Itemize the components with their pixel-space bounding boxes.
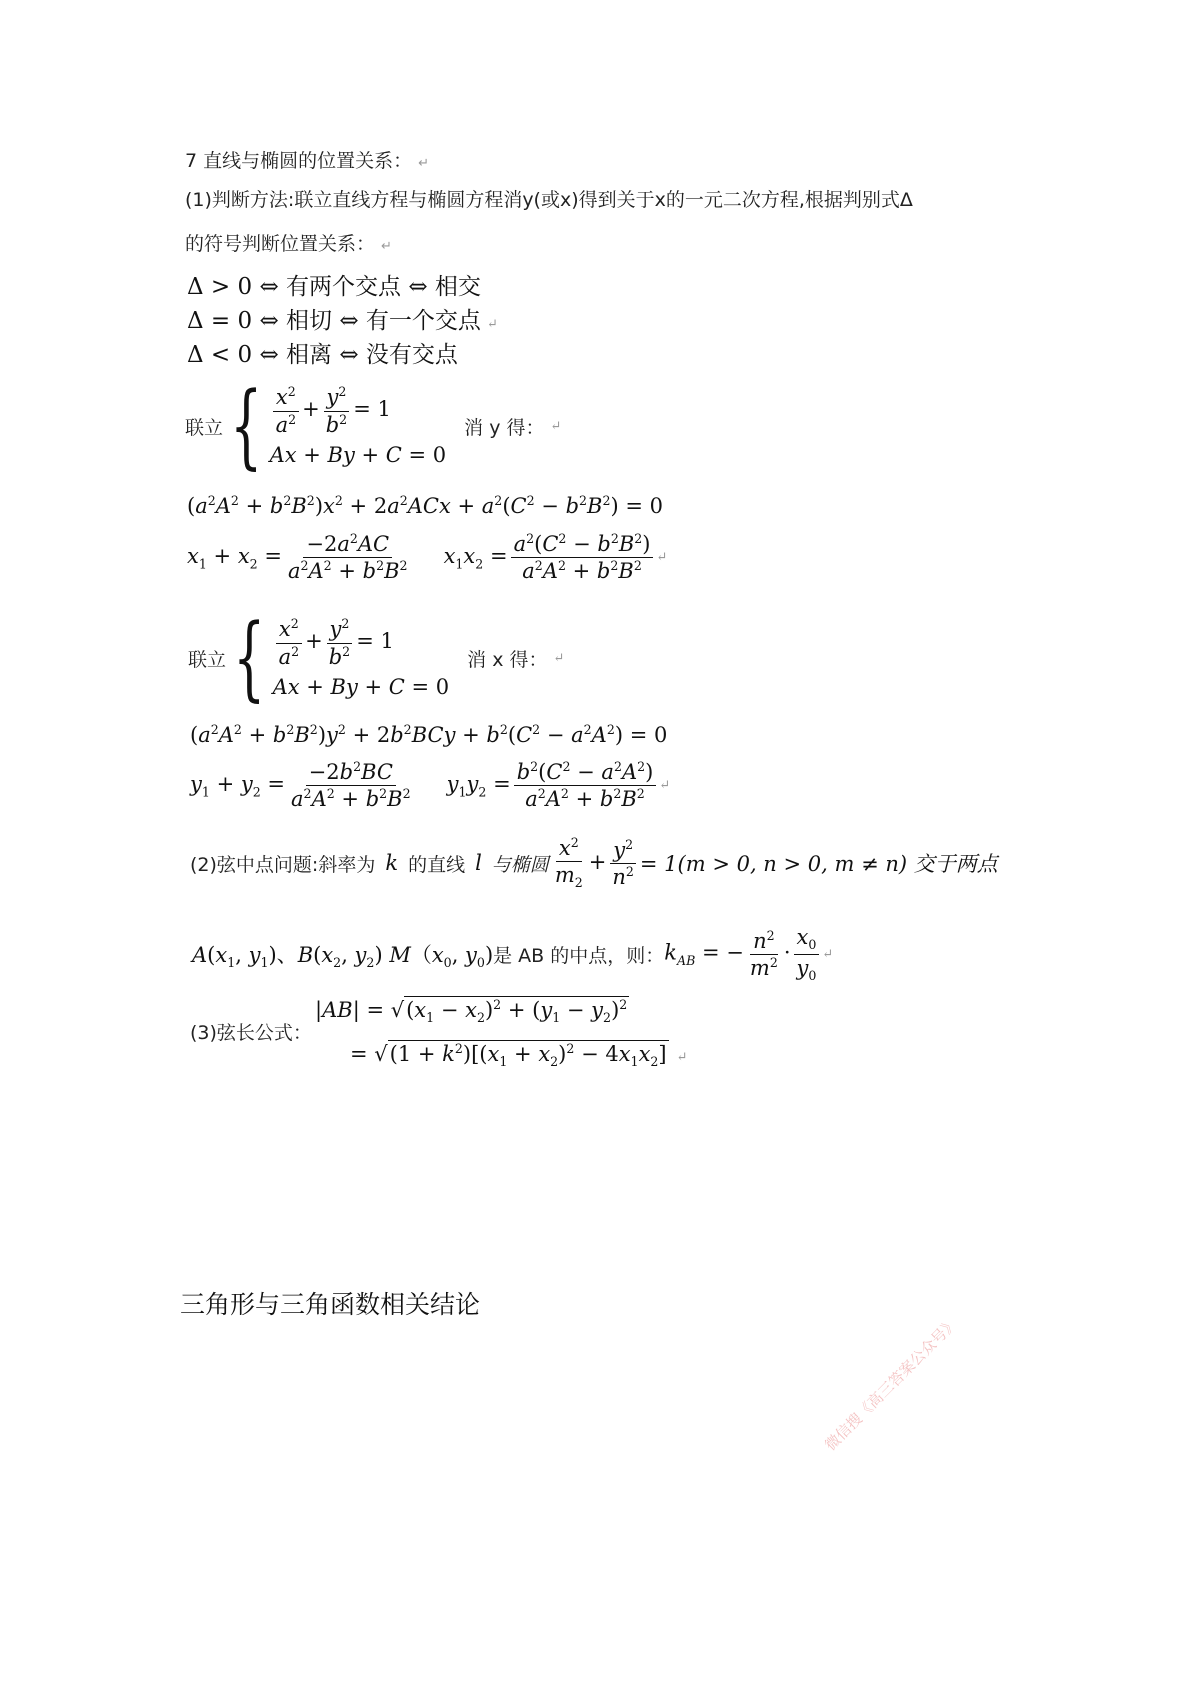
points-expression: $A(x_1$, $y_1$)、$B(x_2$, $y_2$) $M(x_0$, $y_0$)	[192, 942, 494, 970]
return-mark: ↵	[822, 946, 834, 962]
slope-symbol: k	[385, 851, 399, 876]
line-equation: Ax + By + C = 0	[272, 674, 450, 699]
return-mark: ↵	[486, 317, 498, 332]
system-1	[185, 372, 562, 479]
watermark: 微信搜《高三答案公众号》	[821, 1314, 962, 1455]
return-mark: ↵	[676, 1050, 688, 1065]
quadratic-y: $(a^2A^2 + b^2B^2)y^2 + 2b^2BCy + b^2(C^2 - a^2A^2) = 0$	[190, 722, 668, 747]
section-heading: 三角形与三角函数相关结论	[180, 1290, 481, 1319]
left-brace: {	[233, 604, 266, 711]
chord-length-formula-1: $|AB| = √(x_1 - x_2)^2 + (y_1 - y_2)^2$	[315, 997, 628, 1026]
case-separate: Δ < 0 ⇔ 相离 ⇔ 没有交点	[187, 342, 458, 368]
line-equation: Ax + By + C = 0	[269, 442, 447, 467]
midpoint-problem-condition: = 1(m > 0, n > 0, m ≠ n) 交于两点	[639, 852, 998, 877]
ellipse-equation: $\frac{x^2}{a^2}$ + $\frac{y^2}{b^2}$ = 1	[273, 617, 450, 668]
vieta-y	[190, 760, 670, 811]
method-paragraph-line2	[185, 229, 392, 256]
case-tangent-text: Δ = 0 ⇔ 相切 ⇔ 有一个交点	[187, 308, 481, 334]
system-1-equations	[223, 372, 447, 479]
return-mark: ↵	[659, 778, 671, 794]
return-mark: ↵	[381, 239, 392, 254]
method-paragraph-line2-text: 的符号判断位置关系：	[185, 233, 376, 255]
chord-length-label: (3)弦长公式：	[190, 1022, 312, 1044]
quadratic-x: $(a^2A^2 + b^2B^2)x^2 + 2a^2ACx + a^2(C^2 - b^2B^2) = 0$	[187, 493, 663, 518]
case-tangent	[187, 302, 498, 335]
ellipse-mn-fraction: $\frac{x^2}{m_2}$ + $\frac{y^2}{n^2}$	[549, 836, 640, 891]
product-y: $y_1y_2$ = $\frac{b^2(C^2 - a^2A^2)}{a^2A^2 + b^2B^2}$	[447, 760, 660, 811]
midpoint-problem-mid: 的直线	[408, 853, 466, 876]
section-title	[185, 146, 429, 173]
method-paragraph-line1: (1)判断方法:联立直线方程与椭圆方程消y(或x)得到关于x的一元二次方程,根据判别式Δ	[185, 189, 913, 211]
line-symbol: l	[475, 851, 482, 876]
product-x: $x_1x_2$ = $\frac{a^2(C^2 - b^2B^2)}{a^2A^2 + b^2B^2}$	[444, 532, 657, 583]
midpoint-problem-ellipse: 与椭圆	[491, 853, 549, 876]
midpoint-problem-text: 是 AB 的中点，则：	[493, 944, 665, 967]
return-mark: ↵	[553, 650, 565, 666]
slope-formula: $k_{AB}$ = − $\frac{n^2}{m^2}$ · $\frac{x_0}{y_0}$	[664, 925, 822, 983]
system-2	[188, 604, 565, 711]
system-2-equations	[226, 604, 450, 711]
midpoint-problem-line2	[192, 925, 833, 983]
system-2-label: 联立	[188, 648, 227, 671]
chord-length-formula-2: = $√(1 + k^2)[(x_1 + x_2)^2 - 4x_1x_2]$ ↵	[350, 1041, 688, 1070]
ellipse-equation: $\frac{x^2}{a^2}$ + $\frac{y^2}{b^2}$ = 1	[270, 385, 447, 436]
left-brace: {	[230, 372, 263, 479]
return-mark: ↵	[550, 418, 562, 434]
system-1-label: 联立	[185, 416, 224, 439]
system-2-suffix: 消 x 得：	[467, 648, 548, 671]
return-mark: ↵	[656, 550, 668, 566]
midpoint-problem-line1	[190, 836, 998, 891]
sum-y: $y_1 + y_2$ = $\frac{-2b^2BC}{a^2A^2 + b^2B^2}$	[190, 759, 411, 812]
sum-x: $x_1 + x_2$ = $\frac{-2a^2AC}{a^2A^2 + b^2B^2}$	[187, 531, 408, 584]
case-intersect: Δ > 0 ⇔ 有两个交点 ⇔ 相交	[187, 274, 481, 300]
midpoint-problem-prefix: (2)弦中点问题:斜率为	[190, 853, 376, 876]
return-mark: ↵	[418, 156, 430, 171]
system-1-suffix: 消 y 得：	[464, 416, 545, 439]
section-title-text: 7 直线与椭圆的位置关系：	[185, 150, 413, 172]
vieta-x	[187, 532, 667, 583]
